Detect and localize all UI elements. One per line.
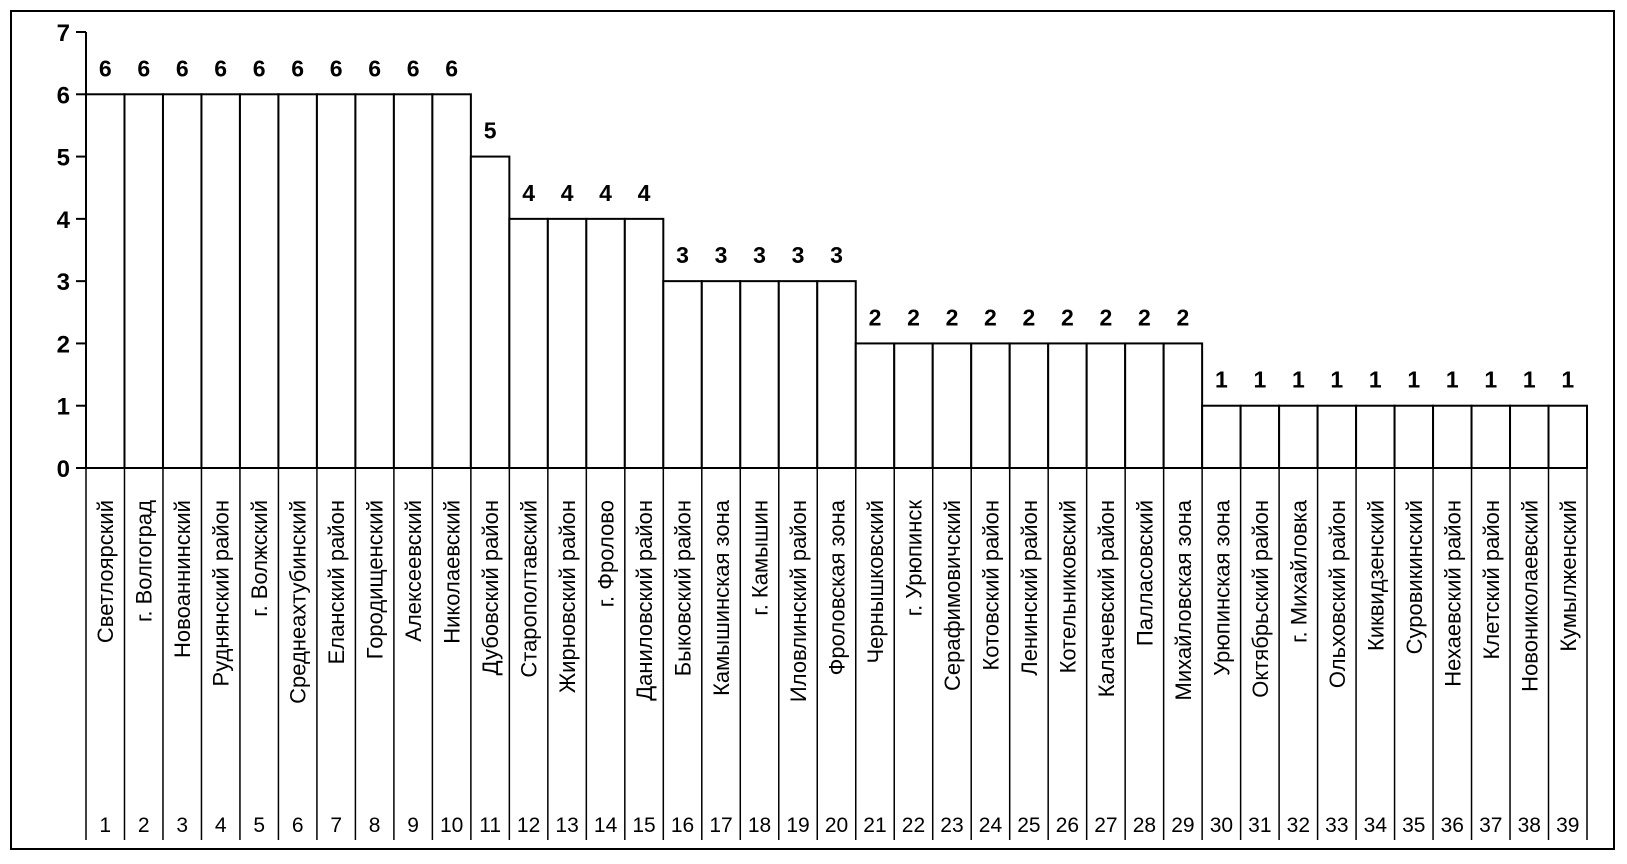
value-label: 1	[1445, 366, 1459, 393]
y-tick-label: 5	[56, 144, 70, 172]
category-label: Николаевский	[439, 499, 465, 644]
category-label: Клетский район	[1478, 500, 1504, 660]
category-label: г. Камышин	[747, 500, 773, 616]
category-number: 38	[1517, 814, 1541, 837]
bar-15	[625, 219, 663, 468]
value-label: 6	[175, 55, 189, 82]
value-label: 1	[1522, 366, 1536, 393]
category-label: Быковский район	[670, 500, 696, 677]
bar-8	[355, 94, 393, 468]
category-label: Еланский район	[324, 500, 350, 665]
y-tick-label: 6	[56, 82, 70, 110]
category-number: 14	[593, 814, 618, 837]
bar-39	[1549, 406, 1587, 468]
bar-17	[702, 281, 740, 468]
bar-25	[1010, 343, 1048, 468]
category-label: Жирновский район	[555, 500, 581, 694]
y-tick-label: 1	[56, 393, 70, 421]
category-number: 7	[330, 814, 343, 837]
value-label: 4	[560, 179, 574, 206]
category-label: Ленинский район	[1016, 500, 1042, 676]
bar-6	[278, 94, 316, 468]
category-number: 16	[670, 814, 695, 837]
category-label: Котельниковский	[1055, 500, 1081, 674]
bar-36	[1433, 406, 1471, 468]
category-label: Даниловский район	[632, 500, 658, 701]
y-tick-label: 2	[56, 331, 70, 359]
bar-29	[1164, 343, 1202, 468]
value-label: 3	[830, 242, 843, 269]
bar-37	[1472, 406, 1510, 468]
value-label: 6	[368, 55, 382, 82]
bar-4	[201, 94, 239, 468]
category-label: Калачевский район	[1093, 500, 1119, 698]
category-number: 37	[1479, 814, 1503, 837]
category-label: Среднеахтубинский	[285, 500, 311, 704]
category-number: 18	[747, 814, 772, 837]
value-label: 6	[329, 55, 343, 82]
category-label: Урюпинская зона	[1209, 500, 1235, 676]
value-label: 2	[1099, 304, 1113, 331]
category-label: г. Волгоград	[131, 500, 157, 622]
value-label: 1	[1330, 366, 1344, 393]
category-label: Фроловская зона	[824, 500, 850, 676]
category-label: г. Волжский	[247, 500, 273, 617]
category-label: Новониколаевский	[1517, 500, 1543, 692]
value-label: 5	[483, 117, 497, 144]
value-label: 1	[1368, 366, 1382, 393]
category-label: г. Михайловка	[1286, 500, 1312, 643]
category-number: 29	[1171, 814, 1195, 837]
category-number: 31	[1248, 814, 1272, 837]
category-label: Руднянский район	[208, 500, 234, 687]
bar-5	[240, 94, 278, 468]
category-label: Старополтавский	[516, 500, 542, 678]
bar-19	[779, 281, 817, 468]
category-number: 11	[479, 814, 502, 837]
category-number: 19	[786, 814, 810, 837]
bar-24	[971, 343, 1009, 468]
bar-14	[586, 219, 624, 468]
category-number: 12	[516, 814, 541, 837]
value-label: 2	[984, 304, 997, 331]
category-label: Городищенский	[362, 499, 388, 660]
bar-20	[817, 281, 855, 468]
category-number: 36	[1440, 814, 1464, 837]
category-number: 5	[253, 814, 266, 837]
value-label: 6	[445, 55, 459, 82]
category-number: 13	[555, 814, 579, 837]
value-label: 2	[945, 304, 959, 331]
category-number: 17	[709, 814, 733, 837]
value-label: 6	[252, 55, 266, 82]
bar-28	[1125, 343, 1163, 468]
value-label: 6	[137, 55, 151, 82]
bar-22	[894, 343, 932, 468]
category-number: 20	[824, 814, 849, 837]
category-number: 21	[863, 814, 887, 837]
value-label: 4	[599, 179, 612, 206]
bar-2	[124, 94, 162, 468]
category-label: Михайловская зона	[1170, 500, 1196, 701]
value-label: 6	[98, 55, 112, 82]
category-label: Суровикинский	[1401, 500, 1427, 655]
bar-34	[1356, 406, 1394, 468]
bar-18	[740, 281, 778, 468]
category-label: Нехаевский район	[1440, 500, 1466, 687]
bar-26	[1048, 343, 1086, 468]
category-label: г. Фролово	[593, 500, 619, 608]
value-label: 3	[753, 242, 766, 269]
bar-35	[1395, 406, 1433, 468]
value-label: 1	[1407, 366, 1421, 393]
value-label: 4	[522, 179, 536, 206]
bar-10	[432, 94, 470, 468]
bar-21	[856, 343, 894, 468]
category-label: Иловлинский район	[786, 500, 812, 703]
value-label: 1	[1253, 366, 1267, 393]
category-number: 25	[1017, 814, 1041, 837]
value-label: 3	[714, 242, 728, 269]
bar-33	[1318, 406, 1356, 468]
y-tick-label: 7	[56, 20, 70, 47]
category-number: 32	[1286, 814, 1311, 837]
category-number: 27	[1094, 814, 1118, 837]
value-label: 1	[1291, 366, 1305, 393]
category-label: Котовский район	[978, 500, 1004, 671]
value-label: 2	[907, 304, 920, 331]
category-label: Чернышковский	[862, 500, 888, 664]
category-label: Киквидзенский	[1363, 500, 1389, 651]
category-label: Алексеевский	[401, 499, 427, 642]
value-label: 1	[1214, 366, 1228, 393]
category-label: г. Урюпинск	[901, 500, 927, 617]
bar-27	[1087, 343, 1125, 468]
bar-16	[663, 281, 701, 468]
value-label: 2	[1022, 304, 1036, 331]
y-tick-label: 3	[56, 269, 70, 297]
category-number: 10	[439, 814, 464, 837]
bar-30	[1202, 406, 1240, 468]
bar-7	[317, 94, 355, 468]
value-label: 2	[1137, 304, 1151, 331]
bar-1	[86, 94, 124, 468]
category-number: 39	[1556, 814, 1580, 837]
value-label: 2	[868, 304, 882, 331]
category-number: 4	[214, 814, 227, 837]
category-label: Дубовский район	[478, 499, 504, 676]
value-label: 6	[291, 55, 305, 82]
category-label: Новоаннинский	[170, 500, 196, 658]
category-label: Ольховский район	[1324, 500, 1350, 689]
category-number: 33	[1325, 814, 1349, 837]
category-number: 9	[407, 814, 419, 837]
category-label: Палласовский	[1132, 500, 1158, 647]
category-number: 35	[1402, 814, 1426, 837]
bar-3	[163, 94, 201, 468]
category-number: 3	[176, 814, 189, 837]
value-label: 2	[1061, 304, 1074, 331]
value-label: 1	[1561, 366, 1575, 393]
category-label: Светлоярский	[93, 500, 119, 644]
bar-32	[1279, 406, 1317, 468]
category-number: 23	[940, 814, 964, 837]
bar-12	[509, 219, 547, 468]
value-label: 4	[637, 179, 651, 206]
category-label: Октябрьский район	[1247, 500, 1273, 698]
category-number: 28	[1132, 814, 1157, 837]
category-number: 26	[1055, 814, 1080, 837]
category-number: 34	[1363, 814, 1388, 837]
bar-11	[471, 157, 509, 468]
bar-23	[933, 343, 971, 468]
category-number: 22	[901, 814, 926, 837]
value-label: 3	[791, 242, 805, 269]
y-tick-label: 4	[56, 206, 70, 234]
category-number: 30	[1209, 814, 1234, 837]
category-number: 1	[99, 814, 112, 837]
category-label: Серафимовичский	[939, 500, 965, 691]
bar-13	[548, 219, 586, 468]
value-label: 2	[1176, 304, 1190, 331]
category-label: Камышинская зона	[709, 500, 735, 696]
category-number: 24	[978, 814, 1003, 837]
category-number: 2	[137, 814, 150, 837]
value-label: 6	[406, 55, 420, 82]
value-label: 1	[1484, 366, 1498, 393]
value-label: 3	[676, 242, 689, 269]
y-tick-label: 0	[56, 456, 70, 483]
bar-31	[1241, 406, 1279, 468]
bar-9	[394, 94, 432, 468]
bar-38	[1510, 406, 1548, 468]
category-number: 15	[632, 814, 656, 837]
category-label: Кумылженский	[1555, 500, 1581, 652]
category-number: 6	[291, 814, 304, 837]
category-number: 8	[368, 814, 381, 837]
value-label: 6	[214, 55, 228, 82]
